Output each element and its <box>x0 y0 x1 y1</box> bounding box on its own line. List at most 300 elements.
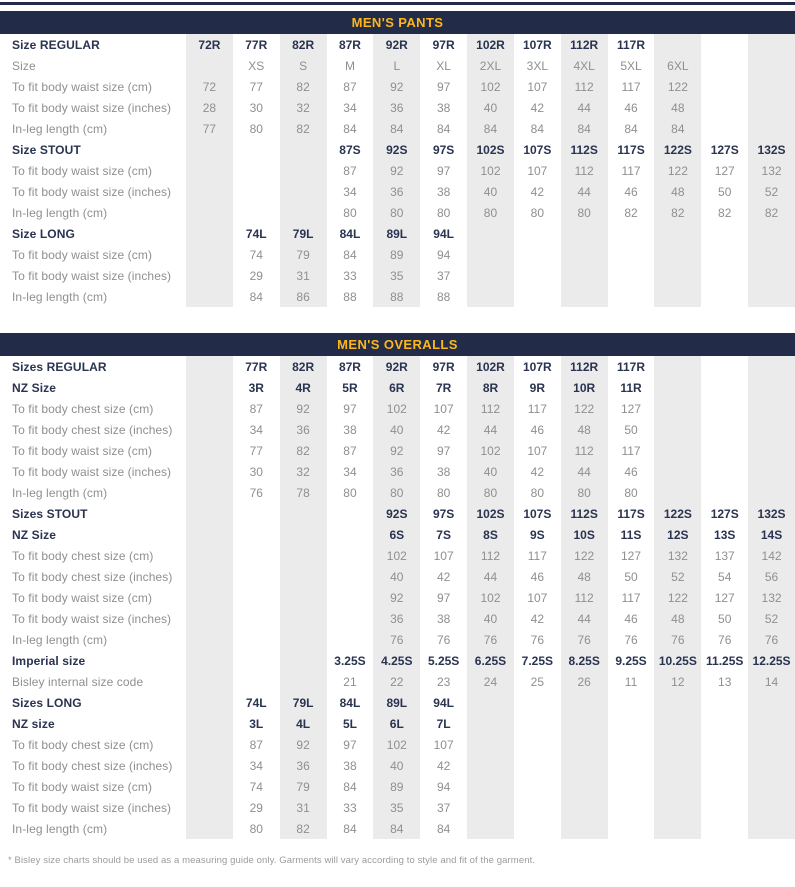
table-cell <box>186 776 233 797</box>
table-cell <box>701 356 748 377</box>
table-cell: 3XL <box>526 58 548 73</box>
table-cell <box>654 713 701 734</box>
table-cell: 97 <box>436 79 451 94</box>
table-cell: 6S <box>373 524 420 545</box>
table-row <box>0 181 795 202</box>
table-cell: XS <box>248 58 265 73</box>
row-label: In-leg length (cm) <box>12 289 108 304</box>
table-cell: 25 <box>530 674 544 689</box>
table-cell <box>186 55 233 76</box>
table-cell: 122S <box>654 139 701 160</box>
table-cell: 82 <box>280 818 327 839</box>
table-cell: 12 <box>654 671 701 692</box>
table-cell: 84 <box>530 121 544 136</box>
table-cell: L <box>373 55 420 76</box>
table-cell <box>186 608 233 629</box>
table-cell <box>701 377 748 398</box>
table-cell <box>327 503 374 524</box>
table-cell: 97S <box>432 142 455 157</box>
table-cell <box>280 181 327 202</box>
table-row <box>0 818 795 839</box>
table-cell: 44 <box>467 419 514 440</box>
table-cell: 87 <box>343 443 357 458</box>
table-row <box>0 419 795 440</box>
table-cell: 30 <box>249 100 263 115</box>
table-cell: 77 <box>249 443 263 458</box>
table-cell: 10.25S <box>654 650 701 671</box>
table-cell <box>467 755 514 776</box>
table-cell <box>186 797 233 818</box>
table-cell <box>514 713 561 734</box>
table-cell <box>186 692 233 713</box>
table-cell: 50 <box>624 422 638 437</box>
table-cell <box>327 608 374 629</box>
table-cell: 35 <box>373 265 420 286</box>
table-cell: 80 <box>530 485 544 500</box>
table-cell: 34 <box>249 422 263 437</box>
table-cell: 107S <box>523 506 552 521</box>
table-cell: 4XL <box>561 55 608 76</box>
table-cell <box>608 692 655 713</box>
table-cell: 76 <box>718 632 732 647</box>
table-cell: 132 <box>654 545 701 566</box>
table-cell: 89 <box>373 244 420 265</box>
table-cell: 77 <box>186 118 233 139</box>
table-cell: 40 <box>467 461 514 482</box>
table-cell: 11.25S <box>706 653 744 668</box>
table-cell <box>654 419 701 440</box>
table-cell <box>186 244 233 265</box>
table-cell: 89L <box>373 692 420 713</box>
table-cell <box>701 482 748 503</box>
row-label: Bisley internal size code <box>12 674 144 689</box>
table-cell: 76 <box>530 632 544 647</box>
table-cell <box>701 713 748 734</box>
mens-pants-rows <box>0 34 795 307</box>
table-cell: 87S <box>339 142 361 157</box>
table-cell <box>748 818 795 839</box>
table-row <box>0 755 795 776</box>
table-cell <box>654 244 701 265</box>
table-cell <box>233 587 280 608</box>
table-cell <box>701 818 748 839</box>
table-cell: 52 <box>654 566 701 587</box>
table-cell: 9.25S <box>615 653 647 668</box>
table-cell <box>233 524 280 545</box>
table-cell: 92R <box>373 356 420 377</box>
row-label: To fit body waist size (inches) <box>12 464 172 479</box>
table-cell <box>186 139 233 160</box>
table-cell: 7.25S <box>521 653 553 668</box>
table-cell: 74L <box>245 226 267 241</box>
row-label: To fit body chest size (inches) <box>12 569 173 584</box>
table-cell: 82 <box>718 205 732 220</box>
row-label: To fit body chest size (inches) <box>12 758 173 773</box>
table-cell: 80 <box>561 482 608 503</box>
table-cell <box>233 181 280 202</box>
table-cell: 3L <box>249 716 264 731</box>
row-label: Sizes STOUT <box>12 506 88 521</box>
table-cell: 13S <box>714 527 736 542</box>
table-cell <box>608 223 655 244</box>
table-cell: 38 <box>436 184 451 199</box>
table-cell <box>748 76 795 97</box>
table-cell: 36 <box>373 97 420 118</box>
table-cell: 4.25S <box>373 650 420 671</box>
row-label: In-leg length (cm) <box>12 121 108 136</box>
table-cell: 87 <box>343 79 357 94</box>
table-cell <box>514 755 561 776</box>
table-cell <box>654 265 701 286</box>
table-cell <box>701 34 748 55</box>
table-cell <box>701 223 748 244</box>
table-cell <box>186 524 233 545</box>
table-cell: 80 <box>467 202 514 223</box>
table-cell: 82 <box>624 205 638 220</box>
table-cell: 112 <box>561 587 608 608</box>
table-cell <box>186 734 233 755</box>
table-cell: 46 <box>530 422 544 437</box>
table-cell <box>186 461 233 482</box>
table-cell <box>701 118 748 139</box>
table-cell: 94L <box>433 226 454 241</box>
table-cell: 84 <box>436 821 451 836</box>
table-cell <box>327 545 374 566</box>
table-cell: 46 <box>624 611 638 626</box>
table-cell: 102S <box>467 139 514 160</box>
table-cell: 82 <box>654 202 701 223</box>
table-cell: 42 <box>530 100 544 115</box>
table-cell: 23 <box>436 674 451 689</box>
table-cell <box>748 34 795 55</box>
table-cell <box>608 244 655 265</box>
table-cell: 9R <box>529 380 545 395</box>
mens-pants-table <box>0 11 795 307</box>
table-cell: 79 <box>280 776 327 797</box>
table-cell: 10S <box>561 524 608 545</box>
table-cell <box>701 440 748 461</box>
table-cell <box>186 566 233 587</box>
table-cell: 4L <box>280 713 327 734</box>
table-cell <box>467 776 514 797</box>
table-cell: 84 <box>561 118 608 139</box>
table-row <box>0 545 795 566</box>
table-cell <box>514 734 561 755</box>
table-cell <box>701 734 748 755</box>
table-row <box>0 587 795 608</box>
table-cell: 84 <box>343 821 357 836</box>
table-cell: 102 <box>467 76 514 97</box>
table-cell: 88 <box>436 289 451 304</box>
table-cell <box>748 356 795 377</box>
table-cell: 92 <box>280 734 327 755</box>
table-cell: 40 <box>467 181 514 202</box>
table-cell <box>233 202 280 223</box>
table-row <box>0 608 795 629</box>
table-cell <box>186 671 233 692</box>
table-cell <box>233 503 280 524</box>
table-cell <box>654 34 701 55</box>
row-label: In-leg length (cm) <box>12 632 108 647</box>
row-label: To fit body chest size (cm) <box>12 548 154 563</box>
table-cell: 14S <box>748 524 795 545</box>
table-cell <box>186 503 233 524</box>
table-cell <box>186 181 233 202</box>
table-cell: 107 <box>527 443 548 458</box>
table-cell: 107S <box>523 142 552 157</box>
table-cell <box>701 692 748 713</box>
table-cell: 92 <box>373 76 420 97</box>
table-cell: 48 <box>561 419 608 440</box>
table-cell: 92 <box>373 587 420 608</box>
table-cell <box>467 818 514 839</box>
table-cell: 31 <box>280 265 327 286</box>
table-cell: 117R <box>617 359 646 374</box>
table-cell: 80 <box>249 821 263 836</box>
table-cell: 76 <box>561 629 608 650</box>
table-cell <box>748 713 795 734</box>
table-cell: 6R <box>373 377 420 398</box>
table-cell: 29 <box>249 800 263 815</box>
table-cell: 87 <box>249 737 263 752</box>
table-row <box>0 55 795 76</box>
table-cell <box>701 419 748 440</box>
table-cell <box>608 776 655 797</box>
table-cell: 40 <box>373 755 420 776</box>
table-cell <box>233 650 280 671</box>
table-cell <box>467 734 514 755</box>
row-label: To fit body waist size (cm) <box>12 779 153 794</box>
table-cell <box>654 734 701 755</box>
table-cell <box>514 265 561 286</box>
table-cell: 11 <box>624 674 638 689</box>
table-cell: 122 <box>654 587 701 608</box>
table-row <box>0 797 795 818</box>
table-cell: 40 <box>373 566 420 587</box>
table-cell <box>561 818 608 839</box>
table-cell: 142 <box>748 545 795 566</box>
table-row <box>0 97 795 118</box>
table-cell: 5L <box>342 716 357 731</box>
table-cell: 12.25S <box>748 650 795 671</box>
table-cell: 54 <box>718 569 732 584</box>
table-cell <box>467 223 514 244</box>
table-cell: 127S <box>710 142 739 157</box>
table-cell: 92 <box>373 160 420 181</box>
table-cell: 102 <box>373 398 420 419</box>
table-cell: S <box>280 55 327 76</box>
table-cell: 80 <box>530 205 544 220</box>
table-cell: 117 <box>621 79 641 94</box>
table-cell <box>748 118 795 139</box>
table-cell <box>701 76 748 97</box>
table-cell: 117 <box>527 401 547 416</box>
table-cell <box>748 734 795 755</box>
table-cell: 97 <box>436 443 451 458</box>
table-cell: 33 <box>343 268 357 283</box>
table-cell: 84 <box>343 121 357 136</box>
table-cell: M <box>344 58 355 73</box>
table-row <box>0 650 795 671</box>
table-cell: 127 <box>714 590 735 605</box>
table-cell: 117 <box>527 548 547 563</box>
table-cell <box>561 244 608 265</box>
table-cell: 92 <box>280 398 327 419</box>
table-cell: 117R <box>617 37 646 52</box>
table-cell <box>233 545 280 566</box>
table-cell: 4R <box>280 377 327 398</box>
table-cell <box>186 419 233 440</box>
table-cell: 117S <box>617 506 645 521</box>
table-cell <box>748 223 795 244</box>
table-cell: 48 <box>654 608 701 629</box>
table-cell: 132S <box>748 139 795 160</box>
table-cell: 86 <box>280 286 327 307</box>
table-cell <box>608 713 655 734</box>
table-cell: 50 <box>718 184 732 199</box>
table-cell: 102 <box>467 440 514 461</box>
table-row <box>0 503 795 524</box>
table-cell: 12S <box>654 524 701 545</box>
table-cell: 7L <box>436 716 451 731</box>
table-cell: 76 <box>654 629 701 650</box>
table-cell <box>561 734 608 755</box>
table-cell <box>467 244 514 265</box>
table-cell: 36 <box>280 755 327 776</box>
table-cell <box>654 223 701 244</box>
table-cell: 84 <box>343 247 357 262</box>
table-cell <box>514 223 561 244</box>
table-cell: 84 <box>654 118 701 139</box>
table-row <box>0 286 795 307</box>
table-cell: 11R <box>620 380 642 395</box>
row-label: NZ Size <box>12 380 57 395</box>
table-cell: 84 <box>467 118 514 139</box>
table-cell <box>186 398 233 419</box>
table-cell: 7R <box>435 380 452 395</box>
table-row <box>0 629 795 650</box>
table-cell <box>748 755 795 776</box>
table-cell <box>186 377 233 398</box>
table-cell: 50 <box>624 569 638 584</box>
table-cell: 92S <box>373 503 420 524</box>
table-cell: 14 <box>748 671 795 692</box>
table-cell: 89 <box>373 776 420 797</box>
table-cell: 112 <box>467 398 514 419</box>
row-label: To fit body waist size (inches) <box>12 800 172 815</box>
table-cell <box>233 566 280 587</box>
table-cell: 21 <box>343 674 357 689</box>
mens-overalls-title: MEN'S OVERALLS <box>0 333 795 356</box>
table-cell: 36 <box>373 608 420 629</box>
table-cell: 38 <box>436 100 451 115</box>
table-cell <box>701 776 748 797</box>
table-cell <box>561 776 608 797</box>
table-cell: 3R <box>248 380 264 395</box>
table-cell <box>748 776 795 797</box>
table-cell: 80 <box>436 485 451 500</box>
table-cell <box>654 461 701 482</box>
table-cell: 44 <box>561 461 608 482</box>
table-cell <box>467 265 514 286</box>
row-label: Size STOUT <box>12 142 81 157</box>
table-cell: 36 <box>280 419 327 440</box>
table-cell: 97 <box>343 401 357 416</box>
table-cell <box>701 244 748 265</box>
table-row <box>0 356 795 377</box>
row-label: To fit body waist size (cm) <box>12 590 153 605</box>
row-label: To fit body waist size (inches) <box>12 100 172 115</box>
table-cell <box>654 356 701 377</box>
table-cell <box>186 713 233 734</box>
table-row <box>0 398 795 419</box>
table-cell <box>701 755 748 776</box>
table-cell <box>233 139 280 160</box>
table-cell: 78 <box>280 482 327 503</box>
table-cell: 32 <box>280 97 327 118</box>
table-cell: 29 <box>249 268 263 283</box>
table-row <box>0 482 795 503</box>
table-cell: 38 <box>436 464 451 479</box>
table-cell: 97R <box>432 37 455 52</box>
table-cell <box>327 524 374 545</box>
table-cell: 80 <box>343 485 357 500</box>
footnote-text: * Bisley size charts should be used as a measuring guide only. Garments will vary according to style and fit of the garment. <box>8 855 536 866</box>
table-row <box>0 671 795 692</box>
table-cell <box>280 650 327 671</box>
table-cell: 32 <box>280 461 327 482</box>
table-cell: 33 <box>343 800 357 815</box>
table-cell: 76 <box>624 632 638 647</box>
table-cell: 107 <box>433 548 454 563</box>
table-cell: 97R <box>432 359 455 374</box>
table-cell <box>748 482 795 503</box>
table-cell: 84 <box>373 818 420 839</box>
table-cell: 38 <box>436 611 451 626</box>
table-cell: 84L <box>339 695 361 710</box>
table-cell: 8R <box>467 377 514 398</box>
table-cell: 52 <box>748 181 795 202</box>
table-cell: 77 <box>249 79 263 94</box>
row-label: To fit body chest size (inches) <box>12 422 173 437</box>
table-cell: 76 <box>467 629 514 650</box>
table-cell: 92 <box>373 440 420 461</box>
table-cell: 112 <box>561 76 608 97</box>
table-cell <box>186 755 233 776</box>
table-row <box>0 202 795 223</box>
table-cell: 24 <box>467 671 514 692</box>
table-cell <box>748 797 795 818</box>
table-cell: 48 <box>654 97 701 118</box>
row-label: To fit body chest size (cm) <box>12 737 154 752</box>
table-cell: 31 <box>280 797 327 818</box>
table-cell: 117 <box>621 443 641 458</box>
table-cell: 122 <box>654 160 701 181</box>
table-cell <box>654 398 701 419</box>
table-cell: 42 <box>530 464 544 479</box>
table-cell: 79L <box>280 692 327 713</box>
table-cell <box>280 160 327 181</box>
table-cell: 84L <box>339 226 361 241</box>
table-cell: 80 <box>467 482 514 503</box>
table-cell: 48 <box>654 181 701 202</box>
table-cell <box>280 566 327 587</box>
table-cell: 80 <box>561 202 608 223</box>
row-label: To fit body chest size (cm) <box>12 401 154 416</box>
table-cell: 42 <box>530 611 544 626</box>
table-cell: 132S <box>748 503 795 524</box>
table-cell <box>186 202 233 223</box>
